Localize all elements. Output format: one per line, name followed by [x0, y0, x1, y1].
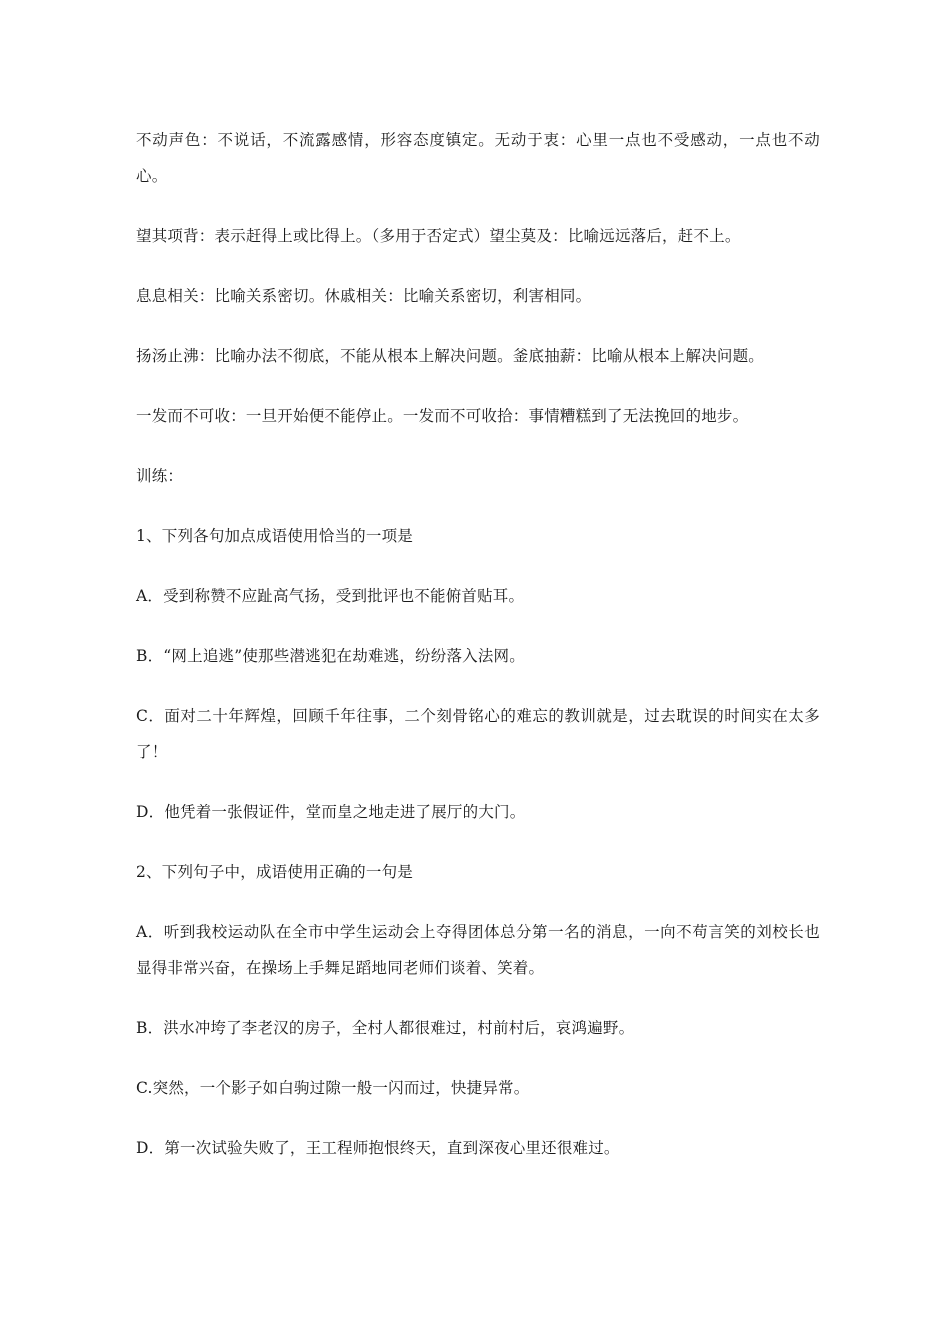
paragraph-idiom-pair-2: 望其项背：表示赶得上或比得上。（多用于否定式）望尘莫及：比喻远远落后，赶不上。	[136, 227, 741, 245]
paragraph-idiom-pair-3: 息息相关：比喻关系密切。休戚相关：比喻关系密切，利害相同。	[136, 287, 592, 305]
question-2-prompt: 2、下列句子中，成语使用正确的一句是	[136, 863, 413, 881]
question-2-option-b: B．洪水冲垮了李老汉的房子，全村人都很难过，村前村后，哀鸿遍野。	[136, 1019, 635, 1037]
paragraph-idiom-pair-5: 一发而不可收：一旦开始便不能停止。一发而不可收拾：事情糟糕到了无法挽回的地步。	[136, 407, 749, 425]
question-2-option-d: D．第一次试验失败了，王工程师抱恨终天，直到深夜心里还很难过。	[136, 1139, 620, 1157]
section-heading-training: 训练：	[136, 467, 184, 485]
question-1-prompt: 1、下列各句加点成语使用恰当的一项是	[136, 527, 413, 545]
question-1-option-a: A．受到称赞不应趾高气扬，受到批评也不能俯首贴耳。	[136, 587, 525, 605]
question-1-option-b: B．“网上追逃”使那些潜逃犯在劫难逃，纷纷落入法网。	[136, 647, 525, 665]
document-body	[136, 122, 820, 1166]
question-2-option-a: A．听到我校运动队在全市中学生运动会上夺得团体总分第一名的消息，一向不苟言笑的刘校长也显得非常兴奋，在操场上手舞足蹈地同老师们谈着、笑着。	[136, 923, 820, 977]
paragraph-idiom-pair-1: 不动声色：不说话，不流露感情，形容态度镇定。无动于衷：心里一点也不受感动，一点也不动心。	[136, 131, 820, 185]
question-1-option-d: D．他凭着一张假证件，堂而皇之地走进了展厅的大门。	[136, 803, 526, 821]
question-1-option-c: C．面对二十年辉煌，回顾千年往事，二个刻骨铭心的难忘的教训就是，过去耽误的时间实在太多了！	[136, 707, 820, 761]
question-2-option-c: C.突然，一个影子如白驹过隙一般一闪而过，快捷异常。	[136, 1079, 530, 1097]
paragraph-idiom-pair-4: 扬汤止沸：比喻办法不彻底，不能从根本上解决问题。釜底抽薪：比喻从根本上解决问题。	[136, 347, 765, 365]
